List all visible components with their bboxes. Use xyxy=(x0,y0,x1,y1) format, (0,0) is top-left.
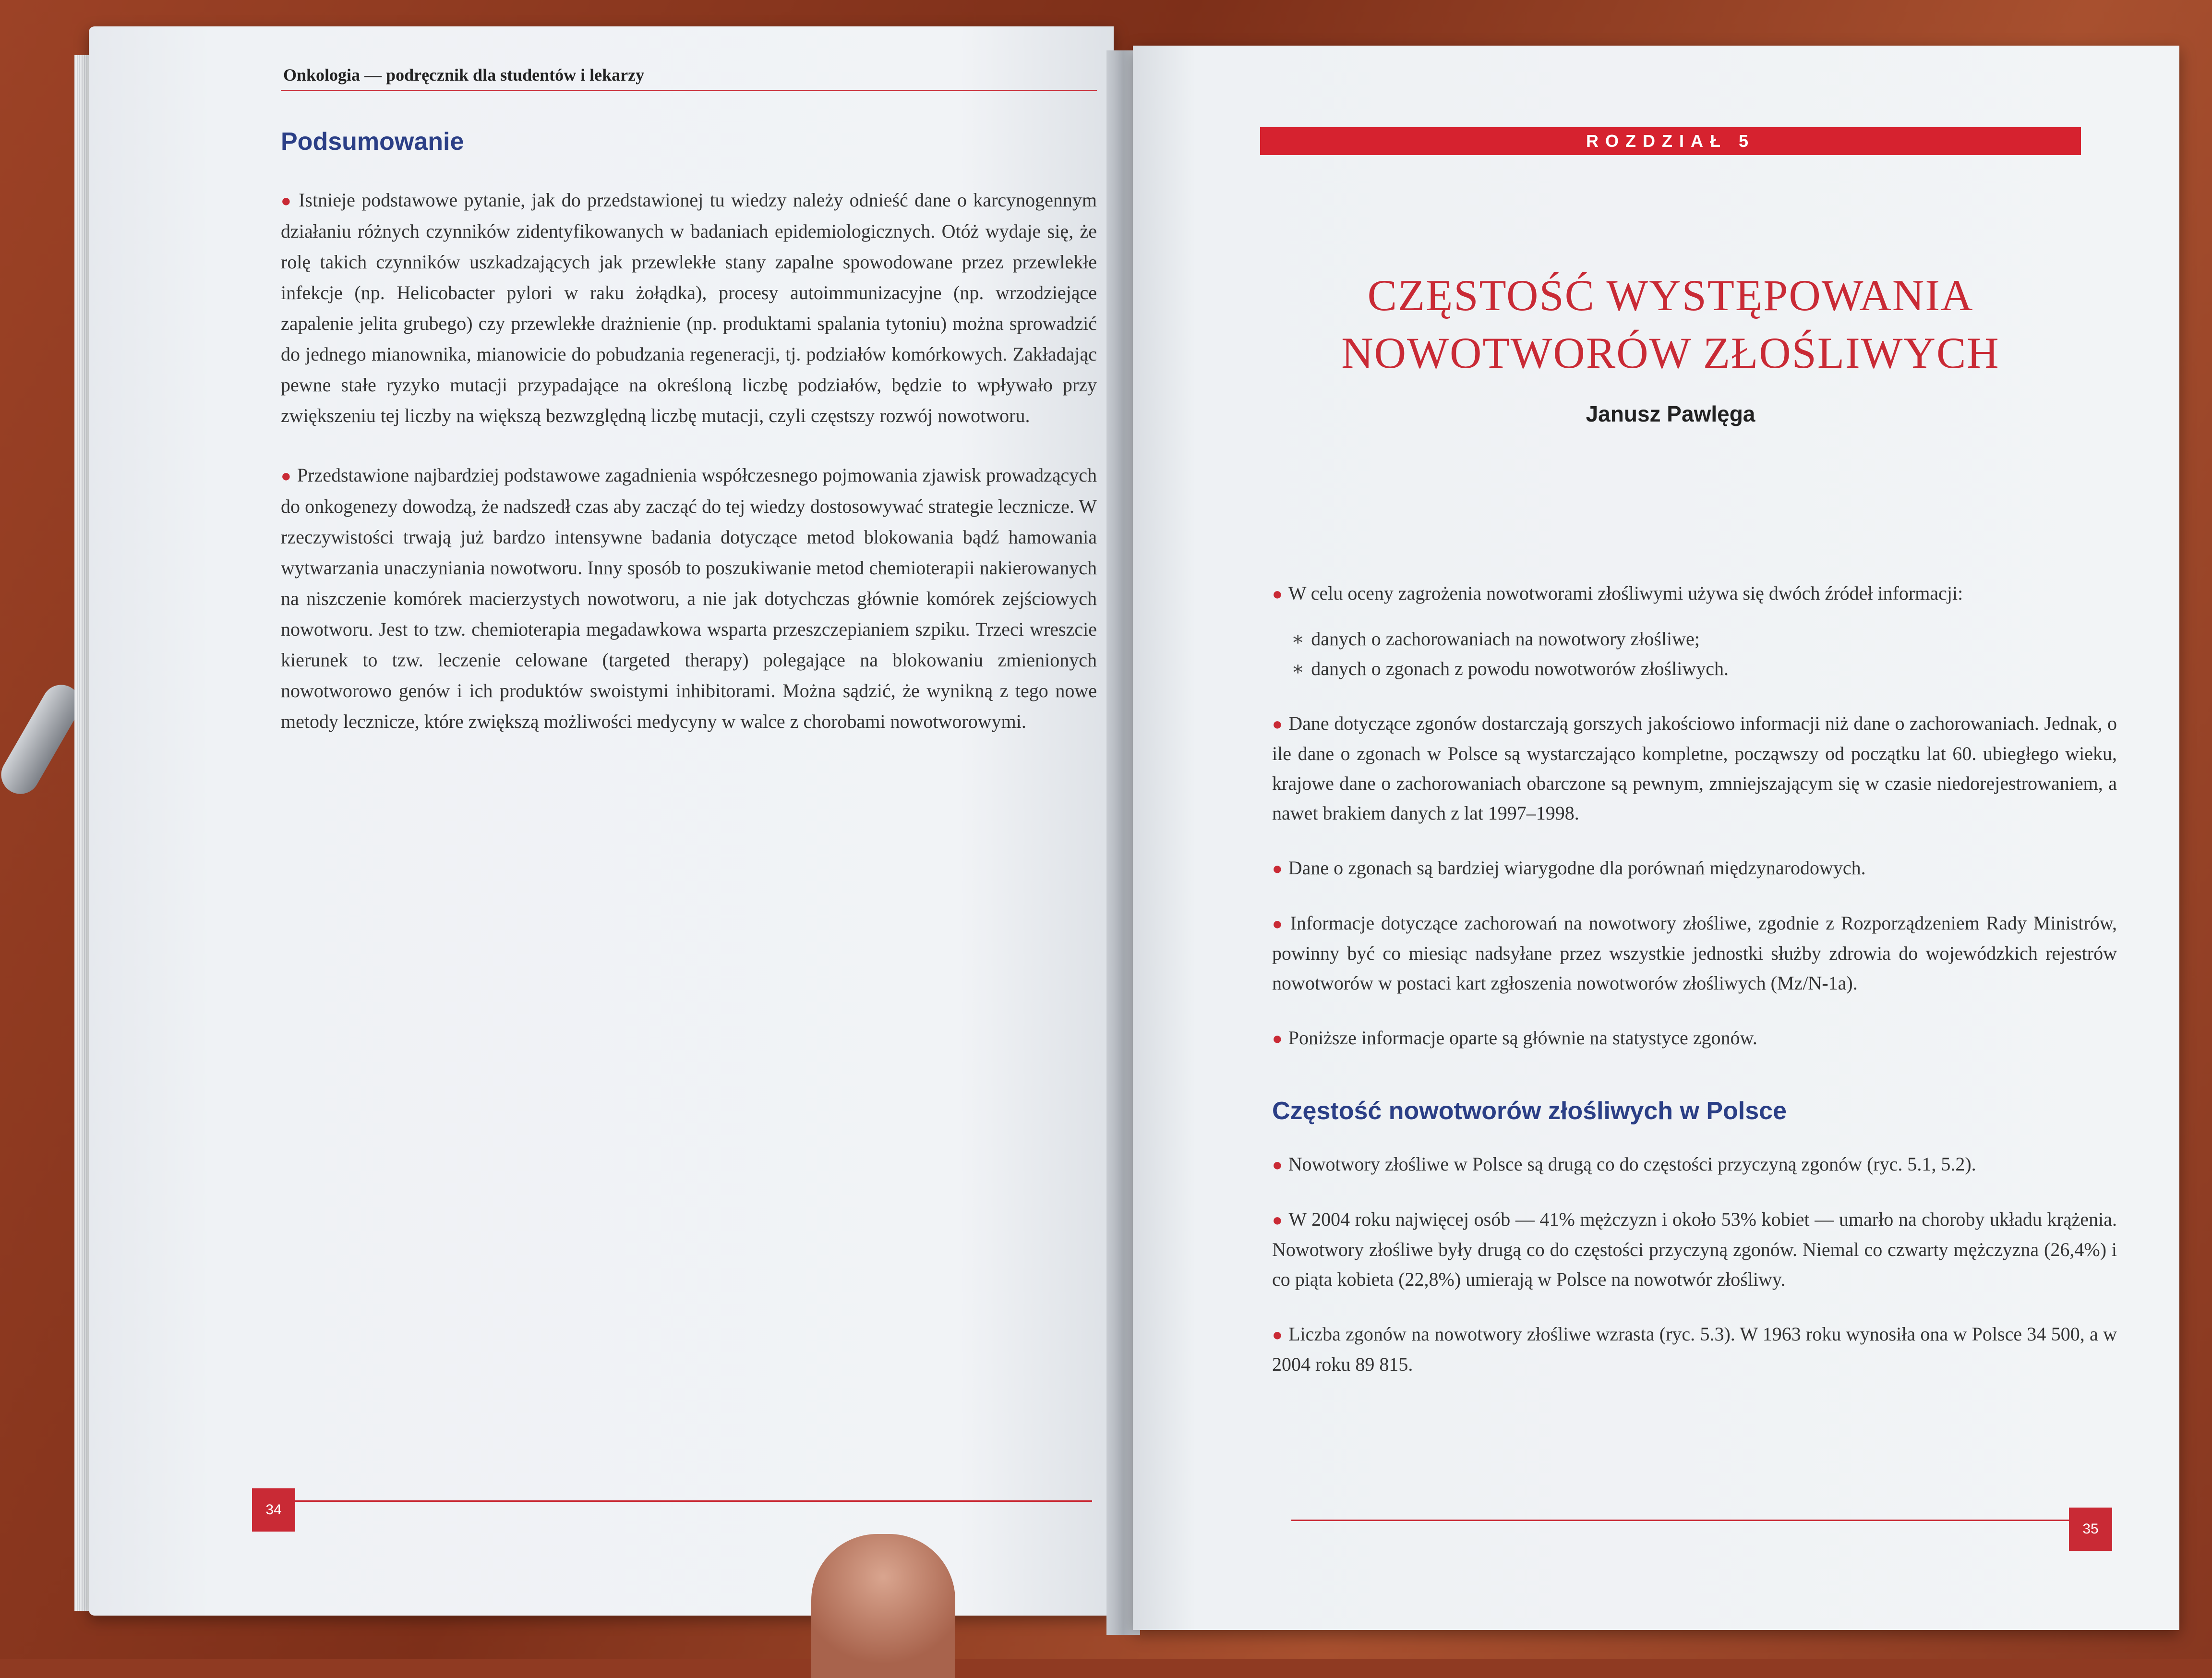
list-item: ∗ danych o zachorowaniach na nowotwory złośliwe; xyxy=(1291,628,1700,650)
bullet-icon: ● xyxy=(281,466,291,485)
open-book xyxy=(89,12,2179,1647)
summary-paragraph: ● Przedstawione najbardziej podstawowe zagadnienia współczesnego pojmowania zjawisk prowadzących do onkogenezy dowodzą, że nadszedł czas aby zacząć do tej wiedzy dostosowywać strategie lecznicze. W rzeczywistości trwają już bardzo intensywne badania dotyczące metod blokowania bądź hamowania wytwarzania unaczyniania nowotworu. Inny sposób to poszukiwanie metod chemioterapii nakierowanych na niszczenie komórek macierzystych nowotworu, a nie jak dotychczas głównie komórek zejściowych nowotworu. Jest to tzw. chemioterapia megadawkowa wsparta przeszczepianiem szpiku. Trzeci wreszcie kierunek to tzw. leczenie celowane (targeted therapy) polegające na blokowaniu zmienionych nowotworowo genów i ich produktów swoistymi inhibitorami. Można sądzić, że wynikną z tego nowe metody lecznicze, które zwiększą możliwości medycyny w walce z chorobami nowotworowymi. xyxy=(281,464,1097,732)
right-content xyxy=(1272,579,2117,1404)
asterisk-icon: ∗ xyxy=(1291,658,1305,679)
body-paragraph: ● Nowotwory złośliwe w Polsce są drugą co do częstości przyczyną zgonów (ryc. 5.1, 5.2). xyxy=(1272,1153,1976,1175)
chapter-title-line: NOWOTWORÓW ZŁOŚLIWYCH xyxy=(1341,328,2000,377)
author-name: Janusz Pawlęga xyxy=(1586,401,1755,426)
page-number-left: 34 xyxy=(252,1488,295,1532)
bullet-icon: ● xyxy=(1272,1029,1283,1048)
left-content xyxy=(281,127,1097,766)
footer-rule xyxy=(1291,1520,2069,1521)
bullet-icon: ● xyxy=(1272,859,1283,878)
bullet-icon: ● xyxy=(1272,914,1285,933)
bullet-icon: ● xyxy=(1272,1210,1283,1230)
bullet-icon: ● xyxy=(1272,584,1283,604)
bullet-icon: ● xyxy=(1272,1325,1283,1344)
intro-paragraph: ● W celu oceny zagrożenia nowotworami złośliwymi używa się dwóch źródeł informacji: xyxy=(1272,582,1963,604)
asterisk-icon: ∗ xyxy=(1291,628,1305,650)
footer-rule xyxy=(281,1500,1092,1502)
running-head: Onkologia — podręcznik dla studentów i lekarzy xyxy=(283,65,645,85)
section-title-poland: Częstość nowotworów złośliwych w Polsce xyxy=(1272,1097,1787,1125)
body-paragraph: ● Liczba zgonów na nowotwory złośliwe wzrasta (ryc. 5.3). W 1963 roku wynosiła ona w Polsce 34 500, a w 2004 roku 89 815. xyxy=(1272,1323,2117,1375)
bullet-icon: ● xyxy=(281,191,293,210)
header-rule xyxy=(281,90,1097,91)
page-number-right: 35 xyxy=(2069,1508,2112,1551)
thumb xyxy=(811,1534,955,1678)
body-paragraph: ● Poniższe informacje oparte są głównie na statystyce zgonów. xyxy=(1272,1027,1757,1049)
chapter-label-bar: ROZDZIAŁ 5 xyxy=(1260,127,2081,155)
right-page xyxy=(1133,46,2179,1630)
list-item: ∗ danych o zgonach z powodu nowotworów złośliwych. xyxy=(1291,658,1729,679)
section-title-summary: Podsumowanie xyxy=(281,128,464,156)
chapter-title-line: CZĘSTOŚĆ WYSTĘPOWANIA xyxy=(1367,271,1974,320)
sources-list xyxy=(1291,624,2117,684)
summary-paragraph: ● Istnieje podstawowe pytanie, jak do przedstawionej tu wiedzy należy odnieść dane o karcynogennym działaniu różnych czynników zidentyfikowanych w badaniach epidemiologicznych. Otóż wydaje się, że rolę takich czynników uszkadzających jak przewlekłe stany zapalne spowodowane przez przewlekłe infekcje (np. Helicobacter pylori w raku żołądka), procesy autoimmunizacyjne (np. wrzodziejące zapalenie jelita grubego) czy przewlekłe drażnienie (np. produktami spalania tytoniu) można sprowadzić do jednego mianownika, mianowicie do pobudzania regeneracji, tj. podziałów komórkowych. Zakładając pewne stałe ryzyko mutacji przypadające na określoną liczbę podziałów, będzie to wpływało przy zwiększeniu tej liczby na większą bezwzględną liczbę mutacji, czyli częstszy rozwój nowotworu. xyxy=(281,189,1097,426)
body-paragraph: ● W 2004 roku najwięcej osób — 41% mężczyzn i około 53% kobiet — umarło na choroby układu krążenia. Nowotwory złośliwe były drugą co do częstości przyczyną zgonów. Niemal co czwarty mężczyzna (26,4%) i co piąta kobieta (22,8%) umierają w Polsce na nowotwór złośliwy. xyxy=(1272,1208,2117,1290)
body-paragraph: ● Dane dotyczące zgonów dostarczają gorszych jakościowo informacji niż dane o zachorowaniach. Jednak, o ile dane o zgonach w Polsce są wystarczająco kompletne, począwszy od początku lat 60. ubiegłego wieku, krajowe dane o zachorowaniach obarczone są pewnym, zmniejszającym się w czasie niedorejestrowaniem, a nawet brakiem danych z lat 1997–1998. xyxy=(1272,712,2117,824)
chapter-title xyxy=(1229,266,2112,382)
bullet-icon: ● xyxy=(1272,1155,1283,1174)
body-paragraph: ● Informacje dotyczące zachorowań na nowotwory złośliwe, zgodnie z Rozporządzeniem Rady Ministrów, powinny być co miesiąc nadsyłane przez wszystkie jednostki służby zdrowia do wojewódzkich rejestrów nowotworów w postaci kart zgłoszenia nowotworów złośliwych (Mz/N-1a). xyxy=(1272,912,2117,994)
left-page xyxy=(89,26,1114,1616)
body-paragraph: ● Dane o zgonach są bardziej wiarygodne dla porównań międzynarodowych. xyxy=(1272,857,1866,879)
bullet-icon: ● xyxy=(1272,714,1283,734)
